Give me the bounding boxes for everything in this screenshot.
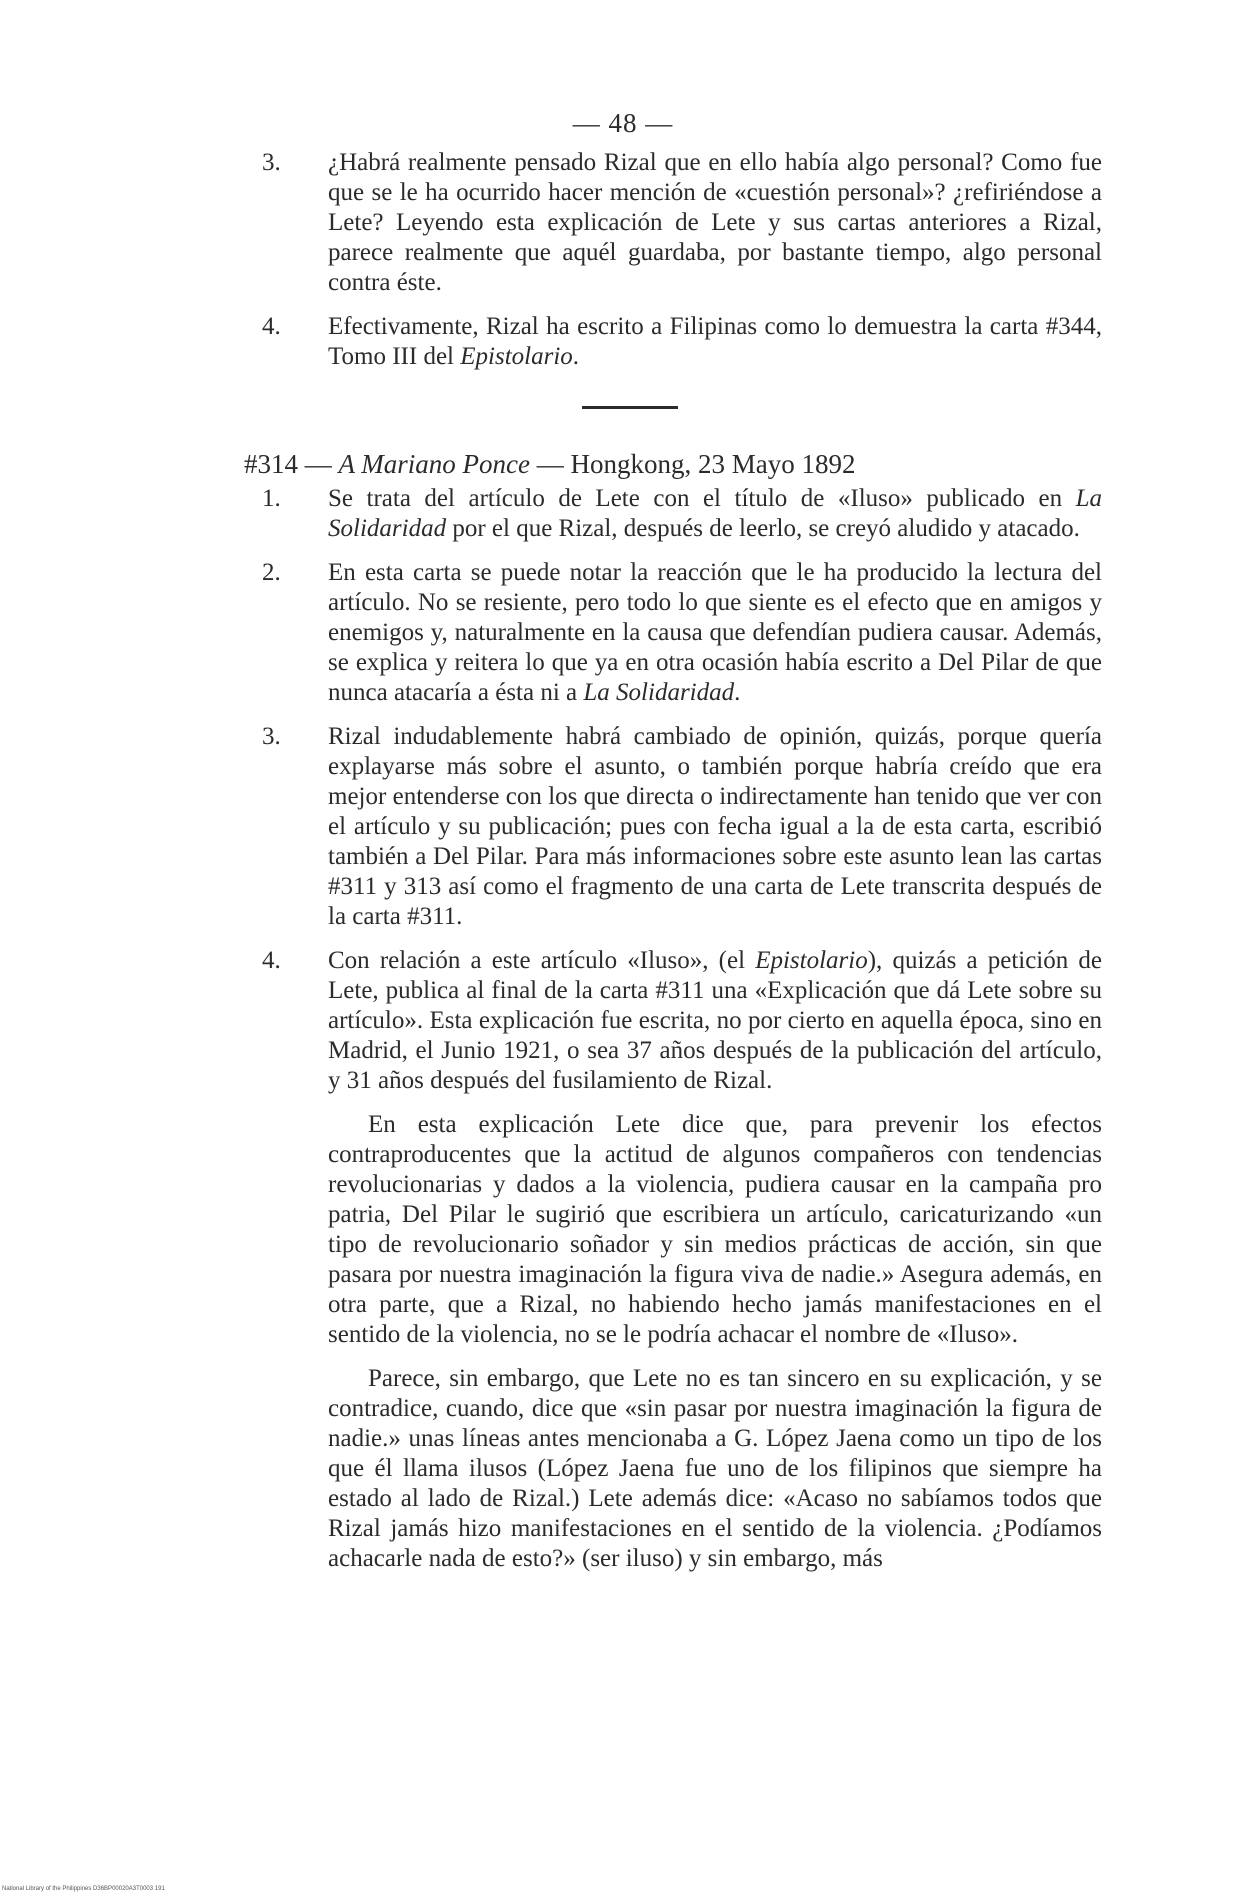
note-2 xyxy=(262,558,1102,708)
letter-recipient: A Mariano Ponce xyxy=(338,449,530,479)
note-number: 4. xyxy=(262,313,281,340)
note-text: Se trata del artículo de Lete con el título de «Iluso» publicado en xyxy=(328,485,1076,512)
note-number: 3. xyxy=(262,723,281,750)
section-divider xyxy=(582,406,678,409)
note-italic-title: La Solidaridad xyxy=(583,679,735,706)
note-text: ¿Habrá realmente pensado Rizal que en ello había algo personal? Como fue que se le ha ocurrido hacer mención de «cuestión personal»? ¿refiriéndose a Lete? Leyendo esta explicación de Lete y sus cartas anteriores a Rizal, parece realmente que aquél guardaba, por bastante tiempo, algo personal contra éste. xyxy=(328,149,1102,296)
letter-notes xyxy=(262,484,1102,1588)
note-1 xyxy=(262,484,1102,544)
note-text: Efectivamente, Rizal ha escrito a Filipinas como lo demuestra la carta #344, Tomo III del xyxy=(328,313,1102,370)
note-number: 2. xyxy=(262,559,281,586)
letter-place-date: — Hongkong, 23 Mayo 1892 xyxy=(536,449,856,479)
note-3 xyxy=(262,722,1102,932)
note-number: 4. xyxy=(262,947,281,974)
note-4 xyxy=(262,946,1102,1096)
note-4-top xyxy=(262,312,1102,372)
note-text: En esta carta se puede notar la reacción que le ha producido la lectura del artículo. No se resiente, pero todo lo que siente es el efecto que en amigos y enemigos y, naturalmente en la causa que defendían pudiera causar. Además, se explica y reitera lo que ya en otra ocasión había escrito a Del Pilar de que nunca atacaría a ésta ni a xyxy=(328,559,1102,706)
note-italic-title: La Solidaridad xyxy=(328,485,1102,542)
note-text-end: . xyxy=(572,343,580,370)
page-number: — 48 — xyxy=(572,108,674,138)
scan-footer: National Library of the Philippines D36BP00020A3T0003 191 xyxy=(2,1886,165,1892)
note-text-end: ), quizás a petición de Lete, publica al final de la carta #311 una «Explicación que dá Lete sobre su artículo». Esta explicación fue escrita, no por cierto en aquella época, sino en Madrid, el Junio 1921, o sea 37 años después de la publicación del artículo, y 31 años después del fusilamiento de Rizal. xyxy=(328,947,1102,1094)
notes-continued xyxy=(262,148,1102,386)
letter-number: #314 — xyxy=(244,449,332,479)
body-paragraph-2: Parece, sin embargo, que Lete no es tan sincero en su explicación, y se contradice, cuando, dice que «sin pasar por nuestra imaginación la figura de nadie.» unas líneas antes mencionaba a G. López Jaena como un tipo de los que él llama ilusos (López Jaena fue uno de los filipinos que siempre ha estado al lado de Rizal.) Lete además dice: «Acaso no sabíamos todos que Rizal jamás hizo manifestaciones en el sentido de la violencia. ¿Podíamos achacarle nada de esto?» (ser iluso) y sin embargo, más xyxy=(328,1365,1102,1572)
letter-heading xyxy=(244,448,855,480)
note-text: Con relación a este artículo «Iluso», (el xyxy=(328,947,756,974)
note-text-end: . xyxy=(734,679,741,706)
note-italic-title: Epistolario xyxy=(460,343,573,370)
note-text-end: por el que Rizal, después de leerlo, se creyó aludido y atacado. xyxy=(446,515,1080,542)
note-text: Rizal indudablemente habrá cambiado de opinión, quizás, porque quería explayarse más sobre el asunto, o también porque habría creído que era mejor entenderse con los que directa o indirectamente han tenido que ver con el artículo y su publicación; pues con fecha igual a la de esta carta, escribió también a Del Pilar. Para más informaciones sobre este asunto lean las cartas #311 y 313 así como el fragmento de una carta de Lete transcrita después de la carta #311. xyxy=(328,723,1102,930)
note-number: 1. xyxy=(262,485,281,512)
note-number: 3. xyxy=(262,149,281,176)
body-paragraph-1: En esta explicación Lete dice que, para prevenir los efectos contraproducentes que la actitud de algunos compañeros con tendencias revolucionarias y dados a la violencia, pudiera causar en la campaña pro patria, Del Pilar le sugirió que escribiera un artículo, caricaturizando «un tipo de revolucionario soñador y sin medios prácticas de acción, sin que pasara por nuestra imaginación la figura viva de nadie.» Asegura además, en otra parte, que a Rizal, no habiendo hecho jamás manifestaciones en el sentido de la violencia, no se le podría achacar el nombre de «Iluso». xyxy=(328,1111,1102,1348)
note-italic-title: Epistolario xyxy=(755,947,868,974)
note-3-top xyxy=(262,148,1102,298)
